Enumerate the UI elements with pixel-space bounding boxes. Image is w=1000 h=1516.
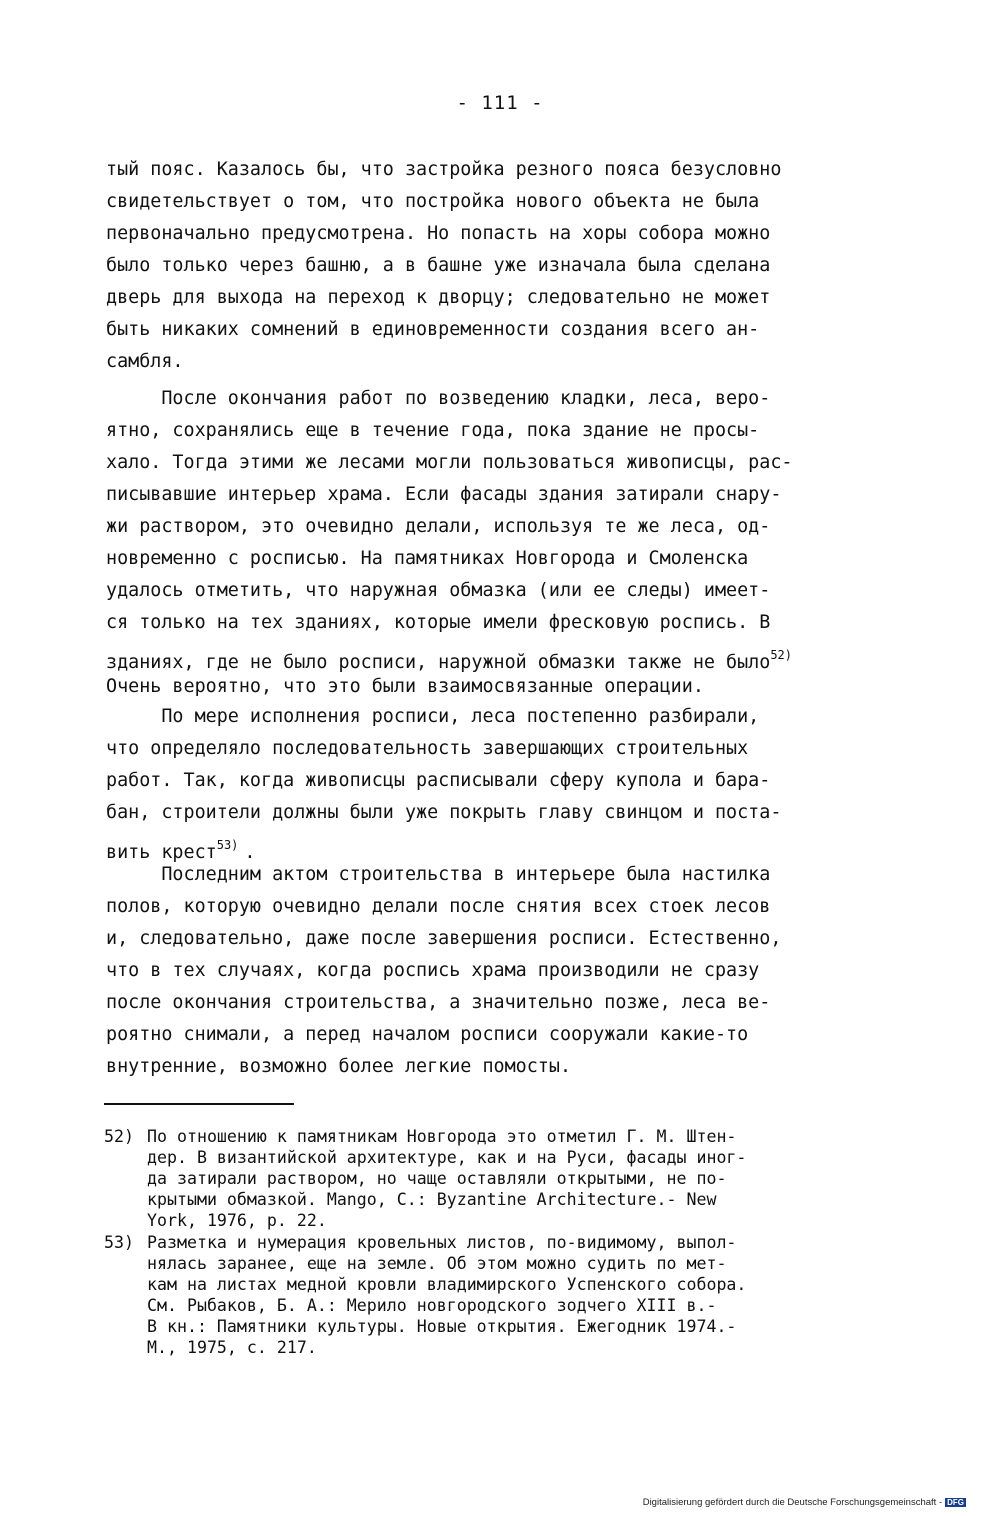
body-line xyxy=(106,1055,571,1079)
body-line-text: роятно снимали, а перед началом росписи сооружали какие-то xyxy=(106,1024,749,1045)
body-line-text: новременно с росписью. На памятниках Новгорода и Смоленска xyxy=(106,548,749,569)
footnote-divider xyxy=(104,1103,294,1105)
body-line-text: После окончания работ по возведению кладки, леса, веро- xyxy=(106,388,771,409)
body-line xyxy=(106,483,781,507)
footnote-line: По отношению к памятникам Новгорода это отметил Г. М. Штен- xyxy=(147,1127,737,1146)
body-line-text: ятно, сохранялись еще в течение года, пока здание не просы- xyxy=(106,420,760,441)
line-suffix: . xyxy=(244,842,256,863)
body-line xyxy=(106,1023,748,1047)
page-number: - 111 - xyxy=(456,92,544,114)
body-line-text: хало. Тогда этими же лесами могли пользоваться живописцы, рас- xyxy=(106,452,793,473)
body-line-text: и, следовательно, даже после завершения росписи. Естественно, xyxy=(106,928,782,949)
body-line xyxy=(106,833,256,865)
body-line xyxy=(106,769,770,793)
footnote-line: крытыми обмазкой. Mango, C.: Byzantine Architecture.- New xyxy=(147,1190,717,1209)
footnote-mark: 52) xyxy=(104,1127,134,1146)
body-line-text: после окончания строительства, а значительно позже, леса ве- xyxy=(106,992,771,1013)
body-line-text: внутренние, возможно более легкие помосты. xyxy=(106,1056,572,1077)
body-line xyxy=(106,222,770,246)
body-line xyxy=(106,705,759,729)
body-line-text: зданиях, где не было росписи, наружной обмазки также не было xyxy=(106,652,771,673)
body-line xyxy=(106,158,781,182)
body-line xyxy=(106,801,781,825)
footnote-line: York, 1976, p. 22. xyxy=(147,1211,327,1230)
body-line xyxy=(106,254,770,278)
body-line xyxy=(106,515,770,539)
body-line xyxy=(106,318,759,342)
body-line-text: жи раствором, это очевидно делали, используя те же леса, од- xyxy=(106,516,771,537)
body-line xyxy=(106,190,759,214)
body-line xyxy=(106,927,781,951)
body-line-text: вить крест xyxy=(106,842,217,863)
body-line-text: ся только на тех зданиях, которые имели фресковую роспись. В xyxy=(106,612,771,633)
body-line-text: дверь для выхода на переход к дворцу; следовательно не может xyxy=(106,287,771,308)
body-line xyxy=(106,350,184,374)
digitization-credit xyxy=(643,1497,966,1508)
credit-text: Digitalisierung gefördert durch die Deutsche Forschungsgemeinschaft - xyxy=(642,1497,943,1508)
body-line-text: самбля. xyxy=(106,351,184,372)
footnote-ref-52[interactable]: 52) xyxy=(770,648,793,662)
footnote-line: да затирали раствором, но чаще оставляли открытыми, не по- xyxy=(147,1169,727,1188)
dfg-logo: DFG xyxy=(947,1497,964,1507)
footnote-line: нялась заранее, еще на земле. Об этом можно судить по мет- xyxy=(147,1254,727,1273)
body-line xyxy=(106,451,792,475)
body-line-text: полов, которую очевидно делали после снятия всех стоек лесов xyxy=(106,896,771,917)
body-line-text: что в тех случаях, когда роспись храма производили не сразу xyxy=(106,960,760,981)
body-line-text: бан, строители должны были уже покрыть главу свинцом и поста- xyxy=(106,802,782,823)
body-line xyxy=(106,895,770,919)
footnote-line: кам на листах медной кровли владимирского Успенского собора. xyxy=(147,1275,747,1294)
footnote-line: дер. В византийской архитектуре, как и на Руси, фасады иног- xyxy=(147,1148,747,1167)
body-line xyxy=(106,286,770,310)
body-line-text: что определяло последовательность завершающих строительных xyxy=(106,738,749,759)
body-line xyxy=(106,547,748,571)
footnote-line: М., 1975, с. 217. xyxy=(147,1338,317,1357)
body-line xyxy=(106,643,792,675)
body-line-text: писывавшие интерьер храма. Если фасады здания затирали снару- xyxy=(106,484,782,505)
body-line-text: Последним актом строительства в интерьере была настилка xyxy=(106,864,771,885)
footnote-ref-53[interactable]: 53) xyxy=(216,838,239,852)
body-line-text: тый пояс. Казалось бы, что застройка резного пояса безусловно xyxy=(106,159,782,180)
body-line xyxy=(106,737,748,761)
body-line-text: работ. Так, когда живописцы расписывали сферу купола и бара- xyxy=(106,770,771,791)
body-line xyxy=(106,991,770,1015)
body-line xyxy=(106,579,770,603)
body-line xyxy=(106,675,704,699)
body-line xyxy=(106,863,770,887)
footnote-line: Разметка и нумерация кровельных листов, по-видимому, выпол- xyxy=(147,1233,737,1252)
body-line xyxy=(106,387,770,411)
footnote-mark: 53) xyxy=(104,1233,134,1252)
footnote-line: В кн.: Памятники культуры. Новые открытия. Ежегодник 1974.- xyxy=(147,1317,737,1336)
body-line-text: Очень вероятно, что это были взаимосвязанные операции. xyxy=(106,676,704,697)
body-line xyxy=(106,959,759,983)
body-line-text: удалось отметить, что наружная обмазка (или ее следы) имеет- xyxy=(106,580,771,601)
body-line-text: было только через башню, а в башне уже изначала была сделана xyxy=(106,255,771,276)
body-line-text: быть никаких сомнений в единовременности создания всего ан- xyxy=(106,319,760,340)
body-line xyxy=(106,611,770,635)
body-line-text: первоначально предусмотрена. Но попасть на хоры собора можно xyxy=(106,223,771,244)
body-line-text: По мере исполнения росписи, леса постепенно разбирали, xyxy=(106,706,760,727)
footnote-line: См. Рыбаков, Б. А.: Мерило новгородского зодчего XIII в.- xyxy=(147,1296,717,1315)
body-line xyxy=(106,419,759,443)
body-line-text: свидетельствует о том, что постройка нового объекта не была xyxy=(106,191,760,212)
